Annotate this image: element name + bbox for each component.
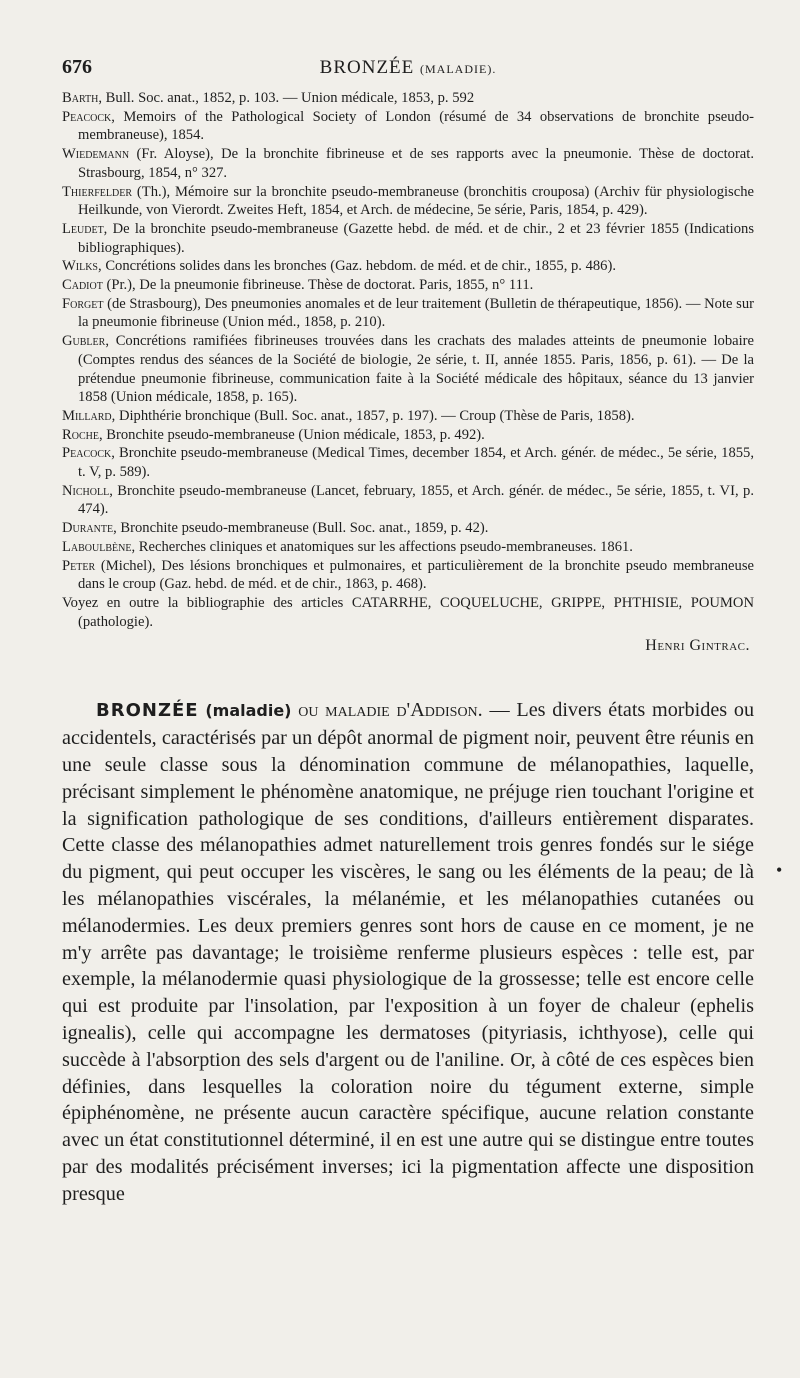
margin-mark: • bbox=[776, 860, 783, 880]
bibliography-author: Gubler, bbox=[62, 333, 109, 350]
bibliography-text: Diphthérie bronchique (Bull. Soc. anat., 1857, p. 197). — Croup (Thèse de Paris, 1858). bbox=[118, 407, 635, 424]
bibliography-author: Nicholl, bbox=[62, 482, 113, 499]
bibliography-text: Bronchite pseudo-membraneuse (Bull. Soc. anat., 1859, p. 42). bbox=[120, 520, 489, 537]
bibliography-entry bbox=[62, 557, 754, 594]
headword-lead: ou maladie d'Addison. bbox=[298, 699, 483, 722]
bibliography-entry bbox=[62, 220, 754, 257]
bibliography-text: Concrétions ramifiées fibrineuses trouvées dans les crachats des malades atteints de pneumonie lobaire (Comptes rendus des séances de la Société de biologie, 2e série, t. II, année 1855. Paris, 1856, p. 61). — De la prétendue pneumonie fibrineuse, communication faite à la Société médicale des hôpitaux, séance du 13 janvier 1858 (Union médicale, 1858, p. 165). bbox=[78, 333, 754, 406]
bibliography-text: Bronchite pseudo-membraneuse (Medical Times, december 1854, et Arch. génér. de médec., 5e série, 1855, t. V, p. 589). bbox=[78, 445, 754, 481]
running-title bbox=[62, 57, 754, 79]
bibliography-text: De la bronchite pseudo-membraneuse (Gazette hebd. de méd. et de chir., 2 et 23 février 1855 (Indications bibliographiques). bbox=[78, 220, 755, 256]
bibliography-entry bbox=[62, 295, 754, 332]
page-number: 676 bbox=[62, 56, 92, 78]
bibliography-text: Memoirs of the Pathological Society of London (résumé de 34 observations de bronchite pseudo-membraneuse), 1854. bbox=[78, 108, 754, 144]
bibliography-entry bbox=[62, 444, 754, 481]
page bbox=[62, 50, 754, 1208]
bibliography-entry bbox=[62, 407, 754, 426]
bibliography-text: (Pr.), De la pneumonie fibrineuse. Thèse de doctorat. Paris, 1855, n° 111. bbox=[106, 277, 534, 294]
headword: BRONZÉE bbox=[96, 700, 199, 722]
article-body: — Les divers états morbides ou accidentels, caractérisés par un dépôt anormal de pigment noir, peuvent être réunis en une seule classe sous la dénomination commune de mélanopathies, laquelle, précisant simplement le phénomène anatomique, ne préjuge rien touchant l'origine et la signification pathologique de ses conditions, d'ailleurs entièrement disparates. Cette classe des mélanopathies admet naturellement trois genres fondés sur le siége du pigment, qui peut occuper les viscères, le sang ou les éléments de la peau; de là les mélanopathies viscérales, la mélanémie, et les mélanopathies cutanées ou mélanodermies. Les deux premiers genres sont hors de cause en ce moment, je ne m'y arrête pas davantage; le troisième renferme plusieurs espèces : telle est, par exemple, la mélanodermie quasi physiologique de la grossesse; telle est encore celle qui est produite par l'insolation, par l'exposition à un foyer de chaleur (ephelis ignealis), celle qui accompagne les dermatoses (pityriasis, ichthyose), celle qui succède à l'absorption des sels d'argent ou de l'aniline. Or, à côté de ces espèces bien définies, dans lesquelles la coloration noire du tégument externe, simple épiphénomène, ne présente aucun caractère spécifique, aucune relation constante avec un état constitutionnel déterminé, il en est une autre qui se distingue entre toutes par des modalités précisément inverses; ici la pigmentation affecte une disposition presque bbox=[62, 699, 755, 1205]
bibliography-author: Laboulbène, bbox=[62, 538, 136, 555]
bibliography-text: Bronchite pseudo-membraneuse (Union médicale, 1853, p. 492). bbox=[106, 426, 485, 443]
bibliography-author: Roche, bbox=[62, 426, 103, 443]
bibliography-entry bbox=[62, 257, 754, 276]
bibliography-text: Voyez en outre la bibliographie des articles CATARRHE, COQUELUCHE, GRIPPE, PHTHISIE, POUMON (pathologie). bbox=[62, 594, 754, 630]
bibliography-text: (Th.), Mémoire sur la bronchite pseudo-membraneuse (bronchitis crouposa) (Archiv für physiologische Heilkunde, von Vierordt. Zweites Heft, 1854, et Arch. de médecine, 5e série, Paris, 1854, p. 429). bbox=[78, 183, 754, 219]
bibliography-author: Thierfelder bbox=[62, 183, 133, 200]
bibliography-author: Peacock, bbox=[62, 445, 115, 462]
running-title-sub: (MALADIE). bbox=[420, 62, 497, 76]
bibliography-entry bbox=[62, 426, 754, 445]
bibliography-entry bbox=[62, 183, 754, 220]
bibliography-text: Bronchite pseudo-membraneuse (Lancet, february, 1855, et Arch. génér. de médec., 5e série, 1855, t. VI, p. 474). bbox=[78, 482, 754, 518]
bibliography-entry bbox=[62, 519, 754, 538]
bibliography-entry bbox=[62, 538, 754, 557]
bibliography-author: Millard, bbox=[62, 407, 116, 424]
bibliography-entry bbox=[62, 482, 754, 519]
bibliography-author: Peter bbox=[62, 557, 96, 574]
bibliography-author: Wilks, bbox=[62, 258, 102, 275]
bibliography-text: (Fr. Aloyse), De la bronchite fibrineuse et de ses rapports avec la pneumonie. Thèse de doctorat. Strasbourg, 1854, n° 327. bbox=[78, 146, 754, 181]
bibliography-text: Bull. Soc. anat., 1852, p. 103. — Union médicale, 1853, p. 592 bbox=[105, 90, 475, 106]
bibliography-entry bbox=[62, 145, 754, 182]
bibliography-author: Wiedemann bbox=[62, 146, 130, 163]
bibliography-author: Cadiot bbox=[62, 277, 103, 294]
bibliography-entry bbox=[62, 276, 754, 295]
headword-sub: (maladie) bbox=[205, 701, 292, 721]
bibliography-author: Barth, bbox=[62, 90, 103, 106]
bibliography-author: Forget bbox=[62, 295, 104, 312]
bibliography-author: Leudet, bbox=[62, 220, 108, 237]
bibliography-text: Recherches cliniques et anatomiques sur les affections pseudo-membraneuses. 1861. bbox=[138, 538, 633, 555]
bibliography-entry bbox=[62, 108, 754, 145]
bibliography-author: Peacock, bbox=[62, 108, 115, 125]
bibliography-text: (de Strasbourg), Des pneumonies anomales et de leur traitement (Bulletin de thérapeutique, 1856). — Note sur la pneumonie fibrineuse (Union méd., 1858, p. 210). bbox=[78, 295, 754, 331]
article bbox=[62, 697, 754, 1207]
bibliography-entry bbox=[62, 332, 754, 407]
running-header bbox=[62, 50, 754, 84]
bibliography-entry bbox=[62, 89, 754, 108]
bibliography-entry bbox=[62, 594, 754, 631]
author-signature: Henri Gintrac. bbox=[645, 637, 750, 655]
article-paragraph bbox=[62, 697, 754, 1207]
bibliography-text: Concrétions solides dans les bronches (Gaz. hebdom. de méd. et de chir., 1855, p. 486). bbox=[105, 258, 616, 275]
bibliography bbox=[62, 89, 754, 631]
running-title-main: BRONZÉE bbox=[319, 57, 415, 78]
bibliography-text: (Michel), Des lésions bronchiques et pulmonaires, et particulièrement de la bronchite pseudo membraneuse dans le croup (Gaz. hebd. de méd. et de chir., 1863, p. 468). bbox=[78, 557, 754, 593]
bibliography-author: Durante, bbox=[62, 520, 117, 537]
